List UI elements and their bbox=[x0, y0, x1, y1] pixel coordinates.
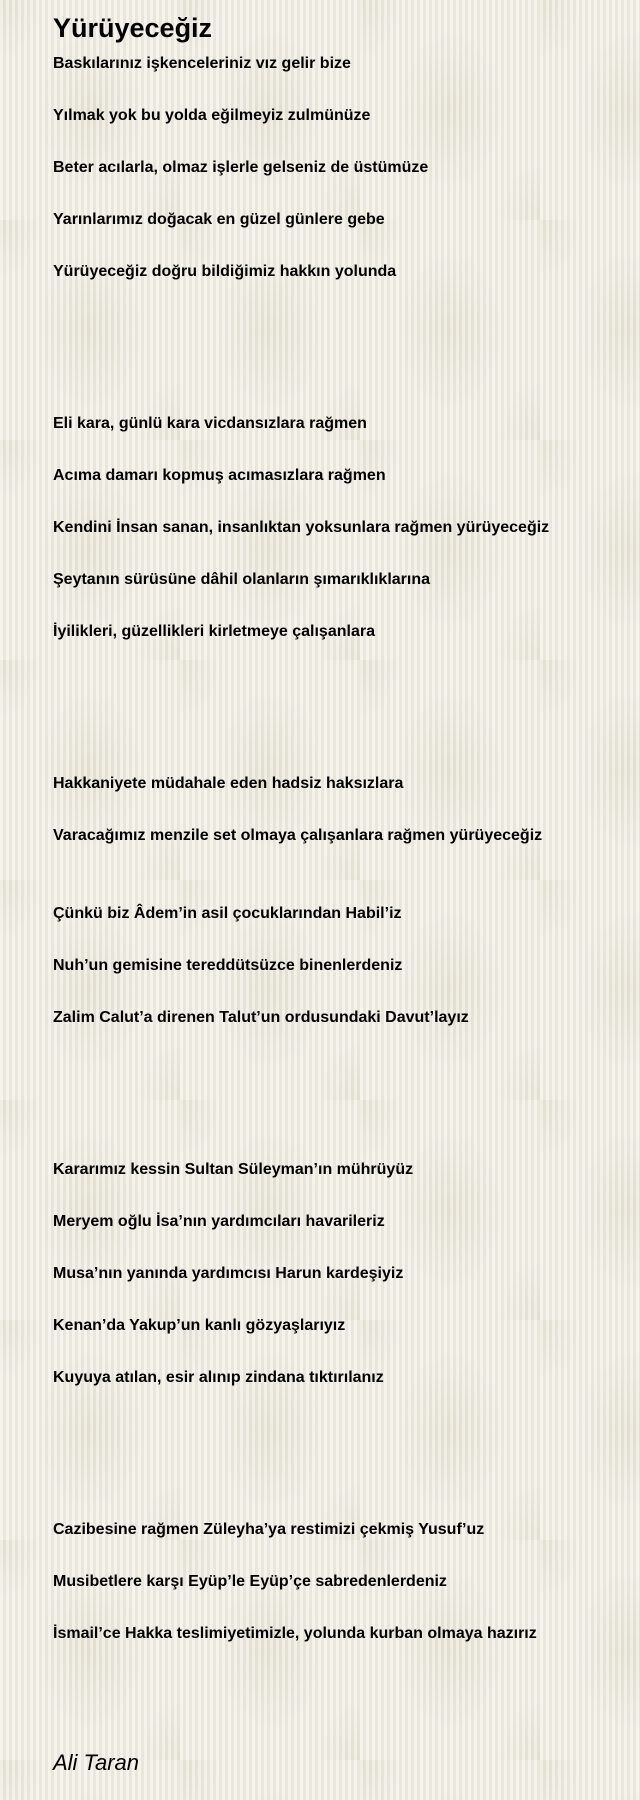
poem-line: Acıma damarı kopmuş acımasızlara rağmen bbox=[53, 467, 386, 484]
poem-line: İyilikleri, güzellikleri kirletmeye çalışanlara bbox=[53, 623, 375, 640]
poem-line: Şeytanın sürüsüne dâhil olanların şımarıklıklarına bbox=[53, 571, 431, 588]
poem-line: Beter acılarla, olmaz işlerle gelseniz de üstümüze bbox=[53, 159, 429, 176]
poem-line: Meryem oğlu İsa’nın yardımcıları havarileriz bbox=[53, 1213, 385, 1230]
poem-line: Zalim Calut’a direnen Talut’un ordusundaki Davut’layız bbox=[53, 1009, 469, 1026]
poem-line: İsmail’ce Hakka teslimiyetimizle, yolunda kurban olmaya hazırız bbox=[53, 1625, 537, 1642]
poem-line: Nuh’un gemisine tereddütsüzce binenlerdeniz bbox=[53, 957, 403, 974]
poem-title: Yürüyeceğiz bbox=[53, 13, 213, 43]
poem-line: Kuyuya atılan, esir alınıp zindana tıktırılanız bbox=[53, 1369, 384, 1386]
poem-line: Musibetlere karşı Eyüp’le Eyüp’çe sabredenlerdeniz bbox=[53, 1573, 447, 1590]
poem-line: Musa’nın yanında yardımcısı Harun kardeşiyiz bbox=[53, 1265, 404, 1282]
poem-line: Kararımız kessin Sultan Süleyman’ın mührüyüz bbox=[53, 1161, 414, 1178]
poem-line: Yarınlarımız doğacak en güzel günlere gebe bbox=[53, 211, 385, 228]
poem-line: Çünkü biz Âdem’in asil çocuklarından Habil’iz bbox=[53, 905, 402, 922]
poem-container bbox=[53, 12, 623, 1775]
poem-line: Hakkaniyete müdahale eden hadsiz haksızlara bbox=[53, 775, 404, 792]
poem-line: Baskılarınız işkenceleriniz vız gelir bize bbox=[53, 55, 351, 72]
poem-line: Cazibesine rağmen Züleyha’ya restimizi çekmiş Yusuf’uz bbox=[53, 1521, 485, 1538]
poem-line: Yürüyeceğiz doğru bildiğimiz hakkın yolunda bbox=[53, 263, 397, 280]
poem-line: Kenan’da Yakup’un kanlı gözyaşlarıyız bbox=[53, 1317, 346, 1334]
poem-line: Kendini İnsan sanan, insanlıktan yoksunlara rağmen yürüyeceğiz bbox=[53, 519, 550, 536]
poem-line: Varacağımız menzile set olmaya çalışanlara rağmen yürüyeceğiz bbox=[53, 827, 543, 844]
poem-line: Eli kara, günlü kara vicdansızlara rağmen bbox=[53, 415, 367, 432]
poem-line: Yılmak yok bu yolda eğilmeyiz zulmünüze bbox=[53, 107, 371, 124]
poem-author: Ali Taran bbox=[53, 1750, 140, 1775]
